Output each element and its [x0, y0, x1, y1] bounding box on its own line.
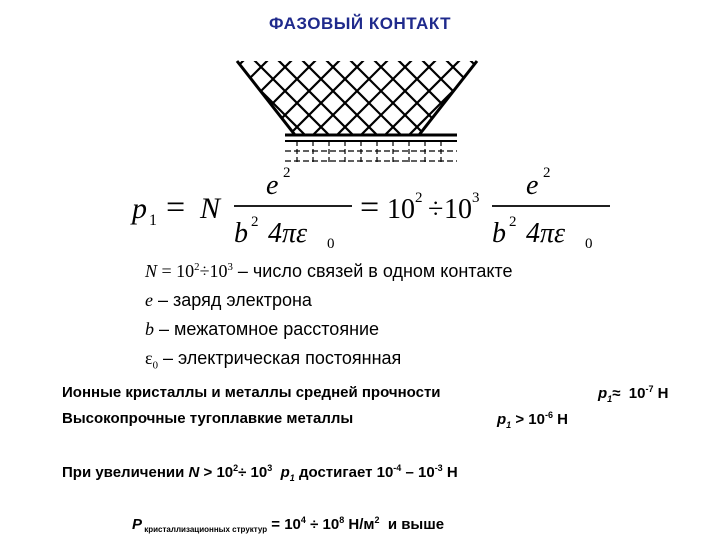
definition-N-div: ÷ — [199, 261, 210, 281]
definition-b-text: – межатомное расстояние — [154, 319, 380, 339]
increase-exp1: 2 — [233, 463, 239, 473]
frac1-den-b: b — [234, 218, 248, 249]
page-title: ФАЗОВЫЙ КОНТАКТ — [268, 14, 452, 33]
refractory-gt: > 10 — [511, 411, 545, 428]
frac2-den-b: b — [492, 218, 506, 249]
statement-increase — [62, 463, 458, 483]
ionic-unit: Н — [653, 385, 669, 402]
refractory-unit: Н — [552, 411, 568, 428]
crystal-contact-diagram — [225, 55, 485, 165]
formula-div: ÷ — [428, 194, 444, 225]
statement-ionic-label: Ионные кристаллы и металлы средней прочности — [62, 384, 441, 401]
cryst-P-sub: кристаллизационных структур — [144, 525, 268, 534]
formula-ten2-exp: 3 — [472, 190, 480, 206]
cryst-div: ÷ 10 — [305, 516, 340, 533]
increase-exp2: 3 — [267, 463, 273, 473]
frac2-num-exp: 2 — [543, 165, 551, 181]
increase-prefix: При увеличении — [62, 464, 189, 481]
frac2-den-4pieps: 4πε — [526, 218, 566, 249]
refractory-p-sub: 1 — [506, 420, 512, 430]
definition-N-base1: 10 — [176, 261, 195, 281]
increase-mid: достигает 10 — [294, 464, 394, 481]
definition-e-symbol: e — [145, 290, 153, 310]
definition-N-text: – число связей в одном контакте — [232, 261, 513, 281]
statement-refractory-value — [497, 410, 568, 430]
frac1-den-exp: 2 — [251, 214, 259, 230]
ionic-p: p — [598, 385, 608, 402]
frac1-num-exp: 2 — [283, 165, 291, 181]
definition-N-symbol: N — [145, 261, 158, 281]
definition-N-exp1: 2 — [194, 261, 200, 273]
formula-eq1: = — [166, 189, 186, 226]
definition-N-eq: = — [157, 261, 177, 281]
increase-p-sub: 1 — [289, 473, 295, 483]
definition-N-exp2: 3 — [227, 261, 233, 273]
definition-eps-text: – электрическая постоянная — [157, 348, 402, 368]
increase-exp4: -3 — [434, 463, 443, 473]
statement-crystallization — [132, 515, 444, 534]
hatch-line — [225, 55, 249, 145]
formula-p-sub: 1 — [149, 212, 157, 229]
formula-N: N — [200, 192, 221, 225]
increase-unit: Н — [442, 464, 458, 481]
cryst-P: P — [132, 516, 143, 533]
increase-p: p — [280, 464, 290, 481]
definition-eps-sub: 0 — [152, 359, 158, 372]
statement-refractory-label: Высокопрочные тугоплавкие металлы — [62, 410, 354, 427]
formula-p: p — [132, 192, 147, 225]
ionic-approx: ≈ — [612, 385, 621, 402]
definition-N — [145, 261, 512, 282]
ionic-exp: -7 — [645, 384, 654, 394]
definition-eps-symbol: ε — [145, 348, 153, 368]
frac2-den-sub: 0 — [585, 236, 593, 252]
increase-N: N — [188, 464, 200, 481]
definition-e — [145, 290, 312, 311]
refractory-exp: -6 — [544, 410, 553, 420]
increase-gt: > 10 — [199, 464, 234, 481]
cryst-exp1: 4 — [300, 515, 306, 525]
contact-force-formula — [120, 158, 620, 253]
frac1-den-4pieps: 4πε — [268, 218, 308, 249]
ionic-p-sub: 1 — [607, 394, 613, 404]
upper-crystal-outline — [237, 61, 477, 135]
hatch-line — [465, 55, 485, 145]
cryst-unit: Н/м — [344, 516, 375, 533]
increase-exp3: -4 — [393, 463, 402, 473]
increase-dash: – 10 — [401, 464, 435, 481]
frac1-den-sub: 0 — [327, 236, 335, 252]
formula-ten2: 10 — [444, 194, 472, 225]
formula-ten1: 10 — [387, 194, 415, 225]
statement-ionic-value — [598, 384, 668, 404]
frac2-num-e: e — [526, 170, 539, 201]
cryst-exp2: 8 — [339, 515, 345, 525]
refractory-p: p — [497, 411, 507, 428]
cryst-tail: и выше — [379, 516, 445, 533]
definition-N-base2: 10 — [209, 261, 228, 281]
definition-eps — [145, 348, 401, 372]
frac2-den-exp: 2 — [509, 214, 517, 230]
ionic-value: 10 — [628, 385, 646, 402]
hatch-line — [225, 55, 243, 145]
formula-eq2: = — [360, 189, 380, 226]
definition-e-text: – заряд электрона — [153, 290, 312, 310]
cryst-eq: = 10 — [267, 516, 301, 533]
frac1-num-e: e — [266, 170, 279, 201]
formula-ten1-exp: 2 — [415, 190, 423, 206]
definition-b-symbol: b — [145, 319, 154, 339]
definition-b — [145, 319, 379, 340]
hatch-line — [471, 55, 485, 145]
increase-div: ÷ 10 — [238, 464, 268, 481]
cryst-exp3: 2 — [374, 515, 380, 525]
